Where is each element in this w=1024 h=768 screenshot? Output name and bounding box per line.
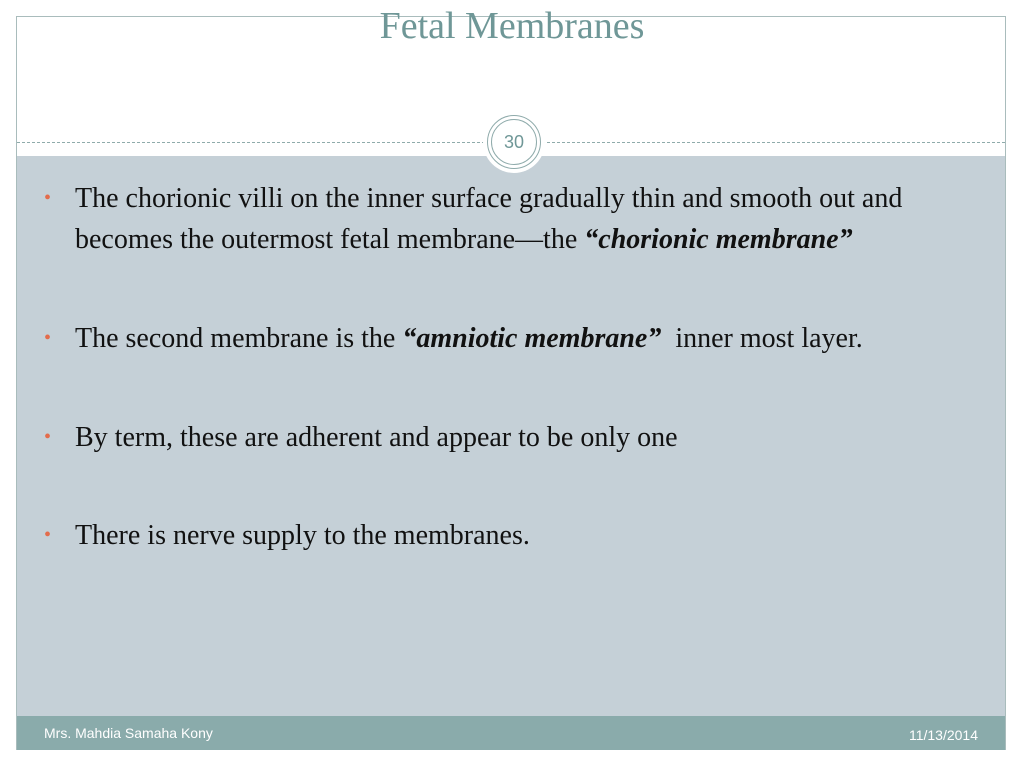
footer-author: Mrs. Mahdia Samaha Kony — [44, 725, 213, 741]
slide-footer — [17, 716, 1005, 750]
page-number: 30 — [491, 119, 537, 165]
bullet-marker-icon: • — [44, 524, 52, 546]
bullet-emphasis: “amniotic membrane” — [402, 323, 662, 354]
bullet-item — [44, 515, 974, 556]
bullet-text: By term, these are adherent and appear to be only one — [75, 422, 678, 453]
bullet-marker-icon: • — [44, 327, 52, 349]
bullet-item — [44, 318, 974, 359]
bullet-text: The second membrane is the — [75, 323, 403, 354]
footer-date: 11/13/2014 — [908, 727, 978, 743]
bullet-list — [44, 178, 974, 556]
slide-title: Fetal Membranes — [379, 5, 645, 47]
bullet-item — [44, 417, 974, 458]
bullet-text-end: inner most layer. — [661, 323, 863, 354]
bullet-text: There is nerve supply to the membranes. — [75, 520, 530, 551]
bullet-marker-icon: • — [44, 187, 52, 209]
bullet-item — [44, 178, 974, 260]
bullet-marker-icon: • — [44, 426, 52, 448]
bullet-emphasis: “chorionic membrane” — [584, 224, 853, 255]
bullet-text: The chorionic villi on the inner surface gradually thin and smooth out and becomes the outermost fetal membrane—the — [75, 183, 903, 255]
